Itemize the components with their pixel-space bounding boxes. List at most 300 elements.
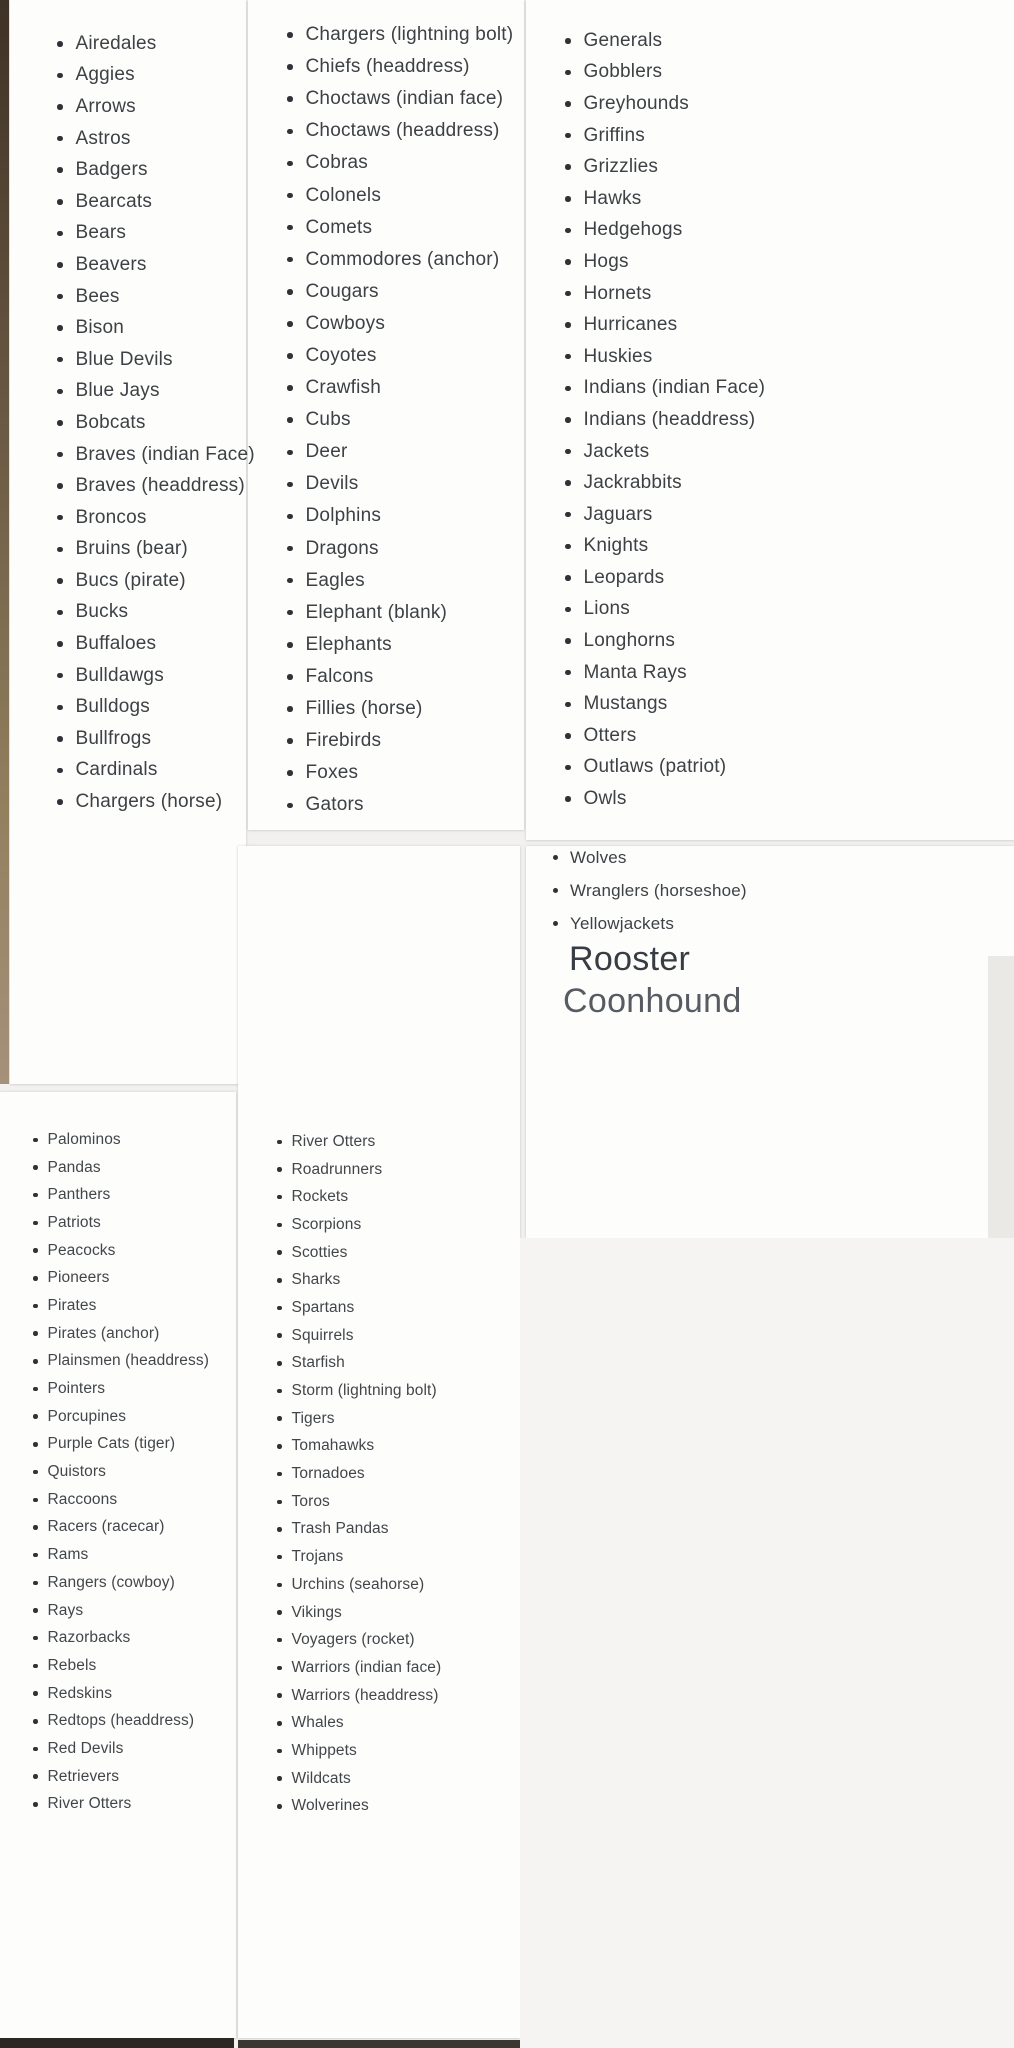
bullet-icon (33, 1414, 38, 1419)
background-lower-right (520, 1238, 1014, 2048)
bullet-icon (565, 196, 571, 202)
bullet-icon (33, 1165, 38, 1170)
scan-edge-right (988, 956, 1014, 1238)
list-item (565, 246, 765, 278)
bullet-icon (565, 765, 571, 771)
list-item (565, 752, 765, 784)
bullet-icon (565, 259, 571, 265)
bullet-icon (33, 1387, 38, 1392)
bullet-icon (287, 482, 293, 488)
team-name: Storm (lightning bolt) (291, 1382, 437, 1400)
team-name: Rays (47, 1601, 84, 1619)
bullet-icon (277, 1804, 282, 1809)
list-item (33, 1375, 209, 1403)
list-item (287, 179, 513, 211)
team-name: Beavers (75, 253, 147, 275)
bullet-icon (287, 450, 293, 456)
team-name: Commodores (anchor) (305, 248, 500, 270)
bullet-icon (33, 1138, 38, 1143)
bullet-icon (287, 674, 293, 680)
list-item (565, 120, 765, 152)
bullet-icon (277, 1527, 282, 1532)
list-item (277, 1156, 441, 1184)
team-name: Cobras (305, 152, 368, 174)
team-name: Vikings (291, 1603, 342, 1621)
bullet-icon (565, 133, 571, 139)
team-name: Starfish (291, 1354, 345, 1372)
bullet-icon (565, 796, 571, 802)
list-item (565, 625, 765, 657)
bullet-icon (57, 104, 63, 110)
bullet-icon (565, 702, 571, 708)
team-name: Warriors (headdress) (291, 1686, 439, 1704)
bullet-icon (33, 1719, 38, 1724)
bullet-icon (57, 452, 63, 458)
list-item (277, 1543, 441, 1571)
list-item (57, 755, 255, 787)
bullet-icon (565, 386, 571, 392)
bullet-icon (277, 1693, 282, 1698)
list-item (33, 1652, 209, 1680)
team-name: Bobcats (75, 411, 146, 433)
team-name: Bees (75, 285, 120, 307)
team-name: Bulldogs (75, 696, 150, 718)
team-name: Eagles (305, 569, 365, 591)
list-item (277, 1737, 441, 1765)
list-item (57, 312, 255, 344)
bullet-icon (287, 193, 293, 199)
team-name: Jackrabbits (583, 472, 682, 494)
team-name: Wildcats (291, 1769, 351, 1787)
list-item (565, 531, 765, 563)
bullet-icon (277, 1666, 282, 1671)
bullet-icon (287, 225, 293, 231)
team-name: Gators (305, 794, 364, 816)
list-item (287, 725, 513, 757)
list-item (565, 562, 765, 594)
list-item (565, 309, 765, 341)
bullet-icon (553, 855, 558, 860)
team-name: Chiefs (headdress) (305, 56, 470, 78)
bullet-icon (565, 38, 571, 44)
team-name: Rockets (291, 1188, 349, 1206)
team-name: Hurricanes (583, 314, 678, 336)
bullet-icon (287, 706, 293, 712)
bullet-icon (287, 578, 293, 584)
list-item (57, 60, 255, 92)
bullet-icon (287, 514, 293, 520)
bullet-icon (277, 1361, 282, 1366)
team-name: Palominos (47, 1130, 121, 1148)
mascot-list-p-to-r (33, 1126, 209, 1818)
list-item (277, 1239, 441, 1267)
list-item (287, 244, 513, 276)
list-item (553, 907, 747, 940)
scan-edge-left (0, 0, 9, 1084)
list-item (565, 151, 765, 183)
bullet-icon (57, 262, 63, 268)
list-item (33, 1431, 209, 1459)
list-item (565, 404, 765, 436)
list-item (287, 147, 513, 179)
team-name: Raccoons (47, 1490, 118, 1508)
list-item (287, 115, 513, 147)
bullet-icon (565, 733, 571, 739)
bullet-icon (57, 610, 63, 616)
team-name: Otters (583, 724, 637, 746)
list-item (277, 1626, 441, 1654)
mascot-list-w-to-y (553, 841, 747, 940)
bullet-icon (287, 353, 293, 359)
list-item (277, 1183, 441, 1211)
bullet-icon (33, 1248, 38, 1253)
list-item (287, 276, 513, 308)
mascot-list-r-to-w (277, 1128, 441, 1820)
list-item (33, 1791, 209, 1819)
scan-edge-bottom-left (0, 2038, 234, 2048)
list-item (287, 789, 513, 821)
bullet-icon (57, 389, 63, 395)
bullet-icon (565, 164, 571, 170)
team-name: Lions (583, 598, 630, 620)
team-name: Patriots (47, 1213, 101, 1231)
bullet-icon (57, 578, 63, 584)
list-item (33, 1597, 209, 1625)
list-item (565, 436, 765, 468)
team-name: Badgers (75, 159, 148, 181)
mascot-list-c-to-g (287, 19, 513, 821)
team-name: Wolves (570, 847, 627, 867)
bullet-icon (277, 1389, 282, 1394)
bullet-icon (57, 705, 63, 711)
list-item (287, 212, 513, 244)
bullet-icon (57, 641, 63, 647)
bullet-icon (57, 167, 63, 173)
list-item (287, 693, 513, 725)
bullet-icon (57, 736, 63, 742)
team-name: Deer (305, 441, 348, 463)
list-item (57, 376, 255, 408)
list-item (57, 786, 255, 818)
bullet-icon (277, 1140, 282, 1145)
list-item (277, 1709, 441, 1737)
list-item (287, 308, 513, 340)
bullet-icon (33, 1747, 38, 1752)
team-name: Cougars (305, 280, 379, 302)
list-item (33, 1264, 209, 1292)
list-item (287, 565, 513, 597)
bullet-icon (33, 1802, 38, 1807)
team-name: Firebirds (305, 730, 382, 752)
team-name: Wolverines (291, 1797, 369, 1815)
bullet-icon (277, 1776, 282, 1781)
team-name: Hawks (583, 187, 642, 209)
team-name: Red Devils (47, 1739, 124, 1757)
bullet-icon (287, 770, 293, 776)
team-name: Squirrels (291, 1326, 354, 1344)
bullet-icon (33, 1581, 38, 1586)
list-item (277, 1266, 441, 1294)
bullet-icon (565, 228, 571, 234)
bullet-icon (57, 483, 63, 489)
list-item (57, 154, 255, 186)
bullet-icon (277, 1610, 282, 1615)
list-item (277, 1460, 441, 1488)
team-name: Indians (indian Face) (583, 377, 766, 399)
team-name: Colonels (305, 184, 382, 206)
bullet-icon (287, 64, 293, 70)
team-name: Foxes (305, 762, 359, 784)
team-name: Pointers (47, 1380, 106, 1398)
bullet-icon (287, 161, 293, 167)
bullet-icon (277, 1472, 282, 1477)
team-name: Indians (headdress) (583, 408, 756, 430)
list-item (277, 1350, 441, 1378)
team-name: Cubs (305, 409, 351, 431)
team-name: Trash Pandas (291, 1520, 389, 1538)
team-name: Trojans (291, 1548, 344, 1566)
team-name: Cowboys (305, 312, 386, 334)
bullet-icon (277, 1749, 282, 1754)
team-name: Jaguars (583, 503, 653, 525)
team-name: Aggies (75, 64, 135, 86)
bullet-icon (57, 73, 63, 79)
team-name: Comets (305, 216, 373, 238)
team-name: Rebels (47, 1656, 97, 1674)
team-name: Purple Cats (tiger) (47, 1435, 176, 1453)
list-item (277, 1433, 441, 1461)
team-name: Braves (headdress) (75, 475, 245, 497)
bullet-icon (277, 1223, 282, 1228)
bullet-icon (287, 321, 293, 327)
list-item (33, 1458, 209, 1486)
list-item (57, 470, 255, 502)
list-item (277, 1405, 441, 1433)
list-item (33, 1569, 209, 1597)
team-name: Falcons (305, 665, 374, 687)
team-name: Wranglers (horseshoe) (570, 880, 747, 900)
team-name: Porcupines (47, 1407, 127, 1425)
list-item (33, 1763, 209, 1791)
list-item (565, 183, 765, 215)
team-name: Hornets (583, 282, 652, 304)
bullet-icon (287, 417, 293, 423)
bullet-icon (565, 322, 571, 328)
list-item (33, 1624, 209, 1652)
team-name: Retrievers (47, 1767, 120, 1785)
team-name: Dolphins (305, 505, 382, 527)
bullet-icon (33, 1498, 38, 1503)
team-name: Bruins (bear) (75, 538, 188, 560)
team-name: Devils (305, 473, 359, 495)
list-item (57, 534, 255, 566)
list-item (287, 19, 513, 51)
list-item (565, 688, 765, 720)
list-item (553, 841, 747, 874)
list-item (277, 1599, 441, 1627)
list-item (277, 1654, 441, 1682)
team-name: Scotties (291, 1243, 348, 1261)
bullet-icon (277, 1333, 282, 1338)
list-item (277, 1571, 441, 1599)
list-item (287, 372, 513, 404)
list-item (277, 1128, 441, 1156)
team-name: Bison (75, 317, 125, 339)
bullet-icon (277, 1638, 282, 1643)
bullet-icon (33, 1193, 38, 1198)
list-item (33, 1126, 209, 1154)
bullet-icon (565, 575, 571, 581)
team-name: Choctaws (headdress) (305, 120, 500, 142)
bullet-icon (287, 257, 293, 263)
team-name: River Otters (291, 1132, 376, 1150)
team-name: Blue Jays (75, 380, 160, 402)
bullet-icon (287, 385, 293, 391)
team-name: Generals (583, 29, 663, 51)
list-item (33, 1348, 209, 1376)
bullet-icon (277, 1167, 282, 1172)
list-item (287, 340, 513, 372)
team-name: Pioneers (47, 1269, 110, 1287)
list-item (565, 373, 765, 405)
bullet-icon (287, 129, 293, 135)
team-name: Yellowjackets (570, 913, 675, 933)
team-name: Chargers (lightning bolt) (305, 24, 514, 46)
list-item (277, 1516, 441, 1544)
bullet-icon (565, 354, 571, 360)
team-name: Huskies (583, 345, 653, 367)
bullet-icon (57, 768, 63, 774)
team-name: Mustangs (583, 693, 668, 715)
list-item (57, 28, 255, 60)
list-item (33, 1680, 209, 1708)
bullet-icon (565, 512, 571, 518)
bullet-icon (565, 607, 571, 613)
list-item (287, 661, 513, 693)
list-item (33, 1403, 209, 1431)
team-name: Greyhounds (583, 92, 690, 114)
team-name: Pirates (47, 1296, 97, 1314)
list-item (33, 1237, 209, 1265)
list-item (277, 1765, 441, 1793)
team-name: Plainsmen (headdress) (47, 1352, 209, 1370)
team-name: Crawfish (305, 377, 382, 399)
bullet-icon (33, 1304, 38, 1309)
team-name: Bullfrogs (75, 727, 152, 749)
team-name: Whippets (291, 1741, 357, 1759)
team-name: Buffaloes (75, 633, 157, 655)
list-item (565, 25, 765, 57)
mascot-list-g-to-o (565, 25, 765, 815)
list-item (287, 404, 513, 436)
list-item (553, 874, 747, 907)
bullet-icon (287, 289, 293, 295)
list-item (565, 720, 765, 752)
team-name: Pandas (47, 1158, 101, 1176)
list-item (57, 123, 255, 155)
bullet-icon (33, 1664, 38, 1669)
bullet-icon (277, 1278, 282, 1283)
bullet-icon (277, 1195, 282, 1200)
list-item (277, 1294, 441, 1322)
list-item (33, 1735, 209, 1763)
bullet-icon (553, 888, 558, 893)
team-name: Astros (75, 127, 131, 149)
team-name: Outlaws (patriot) (583, 756, 727, 778)
team-name: Rams (47, 1546, 89, 1564)
bullet-icon (277, 1555, 282, 1560)
team-name: Griffins (583, 124, 645, 146)
team-name: Hogs (583, 250, 629, 272)
bullet-icon (565, 291, 571, 297)
bullet-icon (553, 921, 558, 926)
list-item (57, 218, 255, 250)
bullet-icon (57, 41, 63, 47)
bullet-icon (33, 1359, 38, 1364)
team-name: Rangers (cowboy) (47, 1573, 175, 1591)
team-name: Airedales (75, 32, 157, 54)
list-item (57, 344, 255, 376)
list-item (565, 215, 765, 247)
bullet-icon (277, 1250, 282, 1255)
team-name: Choctaws (indian face) (305, 88, 504, 110)
bullet-icon (33, 1331, 38, 1336)
bullet-icon (565, 544, 571, 550)
bullet-icon (33, 1636, 38, 1641)
list-item (277, 1377, 441, 1405)
list-item (287, 629, 513, 661)
list-item (33, 1514, 209, 1542)
list-item (33, 1209, 209, 1237)
list-item (57, 439, 255, 471)
team-name: Tomahawks (291, 1437, 375, 1455)
list-item (57, 502, 255, 534)
list-item (33, 1707, 209, 1735)
team-name: Jackets (583, 440, 650, 462)
team-name: Bucks (75, 601, 129, 623)
list-item (565, 657, 765, 689)
team-name: Whales (291, 1714, 344, 1732)
highlight-word-rooster: Rooster (569, 940, 691, 978)
team-name: Sharks (291, 1271, 341, 1289)
list-item (277, 1682, 441, 1710)
bullet-icon (57, 199, 63, 205)
list-item (33, 1541, 209, 1569)
bullet-icon (57, 357, 63, 363)
team-name: Urchins (seahorse) (291, 1575, 425, 1593)
bullet-icon (287, 642, 293, 648)
list-item (33, 1320, 209, 1348)
list-item (287, 500, 513, 532)
team-name: River Otters (47, 1795, 132, 1813)
bullet-icon (287, 738, 293, 744)
bullet-icon (565, 417, 571, 423)
bullet-icon (277, 1306, 282, 1311)
team-name: Pirates (anchor) (47, 1324, 160, 1342)
bullet-icon (277, 1583, 282, 1588)
bullet-icon (33, 1774, 38, 1779)
list-item (287, 597, 513, 629)
list-item (57, 281, 255, 313)
list-item (57, 691, 255, 723)
bullet-icon (33, 1276, 38, 1281)
team-name: Manta Rays (583, 661, 687, 683)
team-name: Bears (75, 222, 127, 244)
team-name: Hedgehogs (583, 219, 683, 241)
list-item (565, 88, 765, 120)
team-name: Knights (583, 535, 649, 557)
bullet-icon (33, 1608, 38, 1613)
